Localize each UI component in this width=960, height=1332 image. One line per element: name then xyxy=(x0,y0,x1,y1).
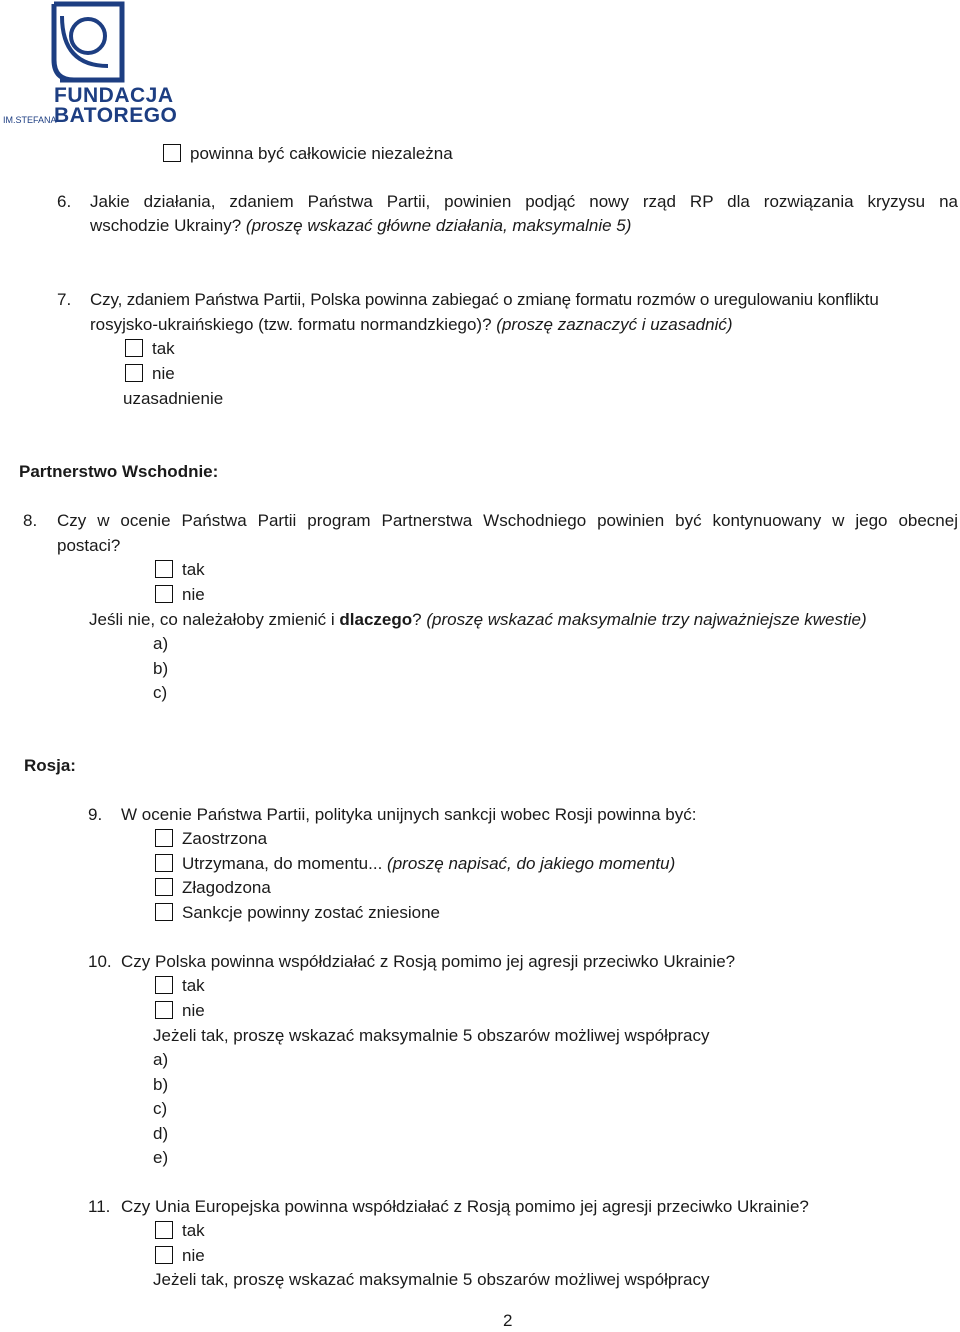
q9-opt4-label: Sankcje powinny zostać zniesione xyxy=(182,903,440,922)
q10-no-label: nie xyxy=(182,1001,205,1020)
q11-followup: Jeżeli tak, proszę wskazać maksymalnie 5 obszarów możliwej współpracy xyxy=(153,1270,710,1289)
q10-item-a: a) xyxy=(153,1050,169,1069)
q10-item-b: b) xyxy=(153,1075,169,1094)
option-independent-label: powinna być całkowicie niezależna xyxy=(190,144,453,163)
q9-opt3-label: Złagodzona xyxy=(182,878,271,897)
q9-opt2-text: Utrzymana, do momentu... xyxy=(182,854,383,873)
q8-hint: (proszę wskazać maksymalnie trzy najważniejsze kwestie) xyxy=(426,610,867,629)
q8-item-c: c) xyxy=(153,683,168,702)
q10-checkbox-no[interactable] xyxy=(155,1001,173,1019)
q8-checkbox-yes[interactable] xyxy=(155,560,173,578)
q8-followup-qmark: ? xyxy=(412,610,422,629)
q8-no-label: nie xyxy=(182,585,205,604)
q10-text: Czy Polska powinna współdziałać z Rosją pomimo jej agresji przeciwko Ukrainie? xyxy=(121,952,736,971)
q7-line2-text: rosyjsko-ukraińskiego (tzw. formatu normandzkiego)? xyxy=(90,315,492,334)
q9-number: 9. xyxy=(88,805,103,824)
fundacja-batorego-logo xyxy=(0,0,178,128)
section-russia: Rosja: xyxy=(24,756,76,775)
q10-checkbox-yes[interactable] xyxy=(155,976,173,994)
q7-line2 xyxy=(90,314,733,336)
q11-checkbox-yes[interactable] xyxy=(155,1221,173,1239)
q9-checkbox-ease[interactable] xyxy=(155,878,173,896)
q8-line1: Czy w ocenie Państwa Partii program Partnerstwa Wschodniego powinien być kontynuowany w jego obecnej xyxy=(57,511,958,530)
section-eastern-partnership: Partnerstwo Wschodnie: xyxy=(19,462,219,481)
q8-followup xyxy=(89,609,867,631)
q11-no-label: nie xyxy=(182,1246,205,1265)
q6-line2-text: wschodzie Ukrainy? xyxy=(90,216,242,235)
q9-text: W ocenie Państwa Partii, polityka unijnych sankcji wobec Rosji powinna być: xyxy=(121,805,697,824)
q7-hint: (proszę zaznaczyć i uzasadnić) xyxy=(496,315,733,334)
q7-justify-label: uzasadnienie xyxy=(123,389,224,408)
q9-opt2-label xyxy=(182,853,675,875)
q8-item-a: a) xyxy=(153,634,169,653)
logo-line1: FUNDACJA xyxy=(54,84,174,107)
q10-number: 10. xyxy=(88,952,112,971)
q11-checkbox-no[interactable] xyxy=(155,1246,173,1264)
q11-number: 11. xyxy=(88,1197,111,1216)
q7-yes-label: tak xyxy=(152,339,175,358)
q7-checkbox-yes[interactable] xyxy=(125,339,143,357)
q8-followup-bold: dlaczego xyxy=(339,610,413,629)
q8-number: 8. xyxy=(23,511,38,530)
q8-followup-text: Jeśli nie, co należałoby zmienić i xyxy=(89,610,335,629)
q8-yes-label: tak xyxy=(182,560,205,579)
logo-prefix: IM.STEFANA xyxy=(3,115,57,125)
q6-line2 xyxy=(90,215,631,237)
q7-checkbox-no[interactable] xyxy=(125,364,143,382)
q9-opt2-hint: (proszę napisać, do jakiego momentu) xyxy=(387,854,676,873)
q7-line1: Czy, zdaniem Państwa Partii, Polska powinna zabiegać o zmianę formatu rozmów o uregulowaniu konfliktu xyxy=(90,290,879,309)
q6-line1: Jakie działania, zdaniem Państwa Partii, powinien podjąć nowy rząd RP dla rozwiązania kryzysu na xyxy=(90,192,958,211)
q8-item-b: b) xyxy=(153,659,169,678)
q11-yes-label: tak xyxy=(182,1221,205,1240)
q6-number: 6. xyxy=(57,192,72,211)
q11-text: Czy Unia Europejska powinna współdziałać z Rosją pomimo jej agresji przeciwko Ukrainie? xyxy=(121,1197,809,1216)
checkbox-independent[interactable] xyxy=(163,144,181,162)
q6-hint: (proszę wskazać główne działania, maksymalnie 5) xyxy=(245,216,632,235)
q9-checkbox-lift[interactable] xyxy=(155,903,173,921)
page-number: 2 xyxy=(503,1311,513,1330)
q7-no-label: nie xyxy=(152,364,175,383)
q9-checkbox-tighten[interactable] xyxy=(155,829,173,847)
q10-item-c: c) xyxy=(153,1099,168,1118)
q10-item-e: e) xyxy=(153,1148,169,1167)
logo-line2: BATOREGO xyxy=(54,104,178,127)
logo-mark-icon xyxy=(0,0,130,90)
q9-opt1-label: Zaostrzona xyxy=(182,829,268,848)
q10-followup: Jeżeli tak, proszę wskazać maksymalnie 5 obszarów możliwej współpracy xyxy=(153,1026,710,1045)
q8-checkbox-no[interactable] xyxy=(155,585,173,603)
q10-item-d: d) xyxy=(153,1124,169,1143)
q8-line2: postaci? xyxy=(57,536,121,555)
q7-number: 7. xyxy=(57,290,72,309)
q9-checkbox-maintain[interactable] xyxy=(155,854,173,872)
q10-yes-label: tak xyxy=(182,976,205,995)
